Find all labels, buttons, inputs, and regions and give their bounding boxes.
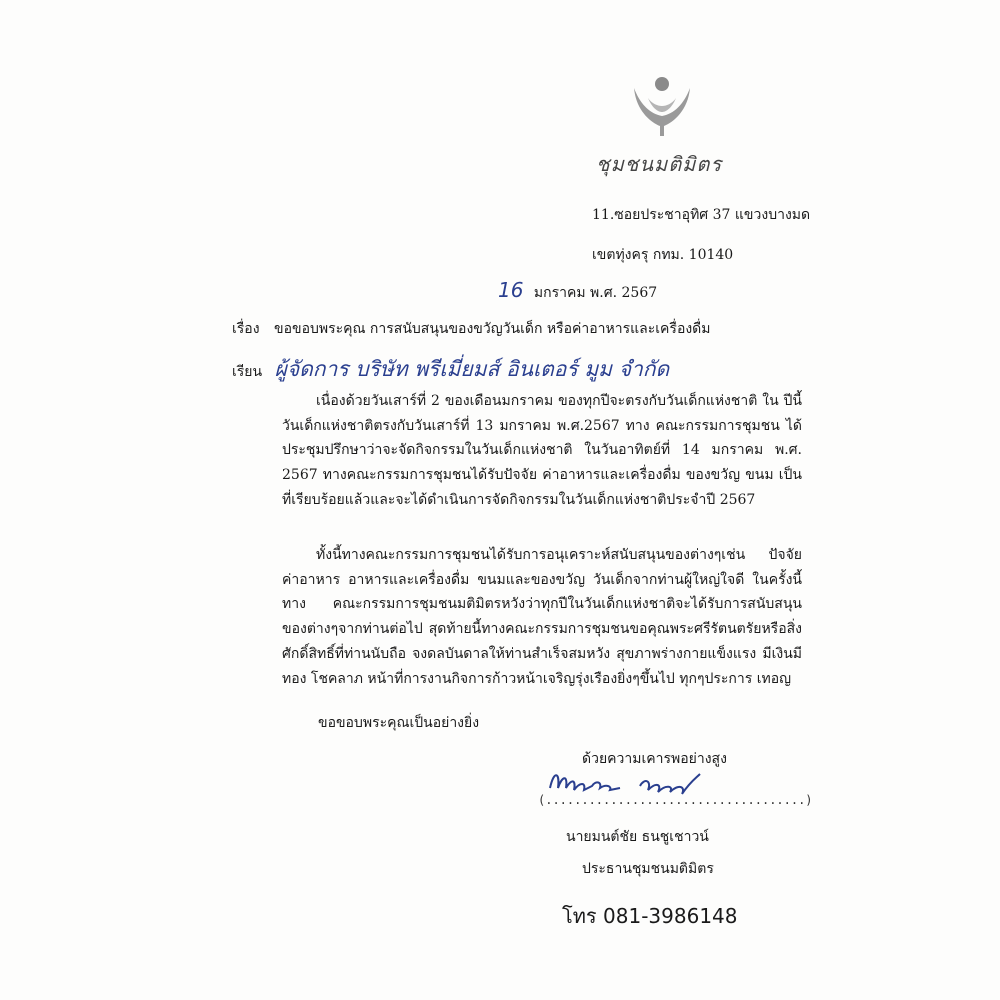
date-day-handwritten: 16 xyxy=(498,278,524,302)
community-hands-icon xyxy=(628,70,696,140)
phone-number: โทร 081-3986148 xyxy=(562,904,738,928)
body-paragraph-1: เนื่องด้วยวันเสาร์ที่ 2 ของเดือนมกราคม ของทุกปีจะตรงกับวันเด็กแห่งชาติ ใน ปีนี้วันเด็กแห่งชาติตรงกับวันเสาร์ที่ 13 มกราคม พ.ศ.2567 ทาง คณะกรรมการชุมชน ได้ประชุมปรึกษาว่าจะจัดกิจกรรมในวันเด็กแห่งชาติ ในวันอาทิตย์ที่ 14 มกราคม พ.ศ. 2567 ทางคณะกรรมการชุมชนได้รับปัจจัย ค่าอาหารและเครื่องดื่ม ของขวัญ ขนม เป็นที่เรียบร้อยแล้วและจะได้ดำเนินการจัดกิจกรรมในวันเด็กแห่งชาติประจำปี 2567 xyxy=(282,393,802,508)
body-paragraph-2: ทั้งนี้ทางคณะกรรมการชุมชนได้รับการอนุเคราะห์สนับสนุนของต่างๆเช่น ปัจจัย ค่าอาหาร อาหารและเครื่องดื่ม ขนมและของขวัญ วันเด็กจากท่านผู้ใหญ่ใจดี ในครั้งนี้ทาง คณะกรรมการชุมชนมติมิตรหวังว่าทุกปีในวันเด็กแห่งชาติจะได้รับการสนับสนุนของต่างๆจากท่านต่อไป สุดท้ายนี้ทางคณะกรรมการชุมชนขอคุณพระศรีรัตนตรัยหรือสิ่งศักดิ์สิทธิ์ที่ท่านนับถือ จงดลบันดาลให้ท่านสำเร็จสมหวัง สุขภาพร่างกายแข็งแรง มีเงินมีทอง โชคลาภ หน้าที่การงานกิจการก้าวหน้าเจริญรุ่งเรืองยิ่งๆขึ้นไป ทุกๆประการ เทอญ xyxy=(282,547,802,687)
subject-text: ขอขอบพระคุณ การสนับสนุนของขวัญวันเด็ก หรือค่าอาหารและเครื่องดื่ม xyxy=(274,321,711,337)
letter-date xyxy=(498,278,657,304)
address-line-1: 11.ซอยประชาอุทิศ 37 แขวงบางมด xyxy=(592,207,811,223)
org-logo-text: ชุมชนมติมิตร xyxy=(596,152,723,176)
regards-line: ด้วยความเคารพอย่างสูง xyxy=(582,751,727,767)
svg-text:(.............................: (....................................) xyxy=(538,793,813,807)
recipient-label: เรียน xyxy=(232,364,263,380)
address-line-2: เขตทุ่งครุ กทม. 10140 xyxy=(592,247,734,263)
recipient-row xyxy=(232,353,669,386)
recipient-handwritten: ผู้จัดการ บริษัท พรีเมี่ยมส์ อินเตอร์ มูม จำกัด xyxy=(274,357,670,381)
signer-title: ประธานชุมชนมติมิตร xyxy=(582,861,714,877)
subject-row xyxy=(232,318,711,340)
handwritten-signature xyxy=(536,764,813,808)
signer-name: นายมนต์ชัย ธนชูเชาวน์ xyxy=(566,829,709,845)
subject-label: เรื่อง xyxy=(232,321,260,337)
date-month-year: มกราคม พ.ศ. 2567 xyxy=(533,285,658,301)
thanks-line: ขอขอบพระคุณเป็นอย่างยิ่ง xyxy=(318,715,480,731)
